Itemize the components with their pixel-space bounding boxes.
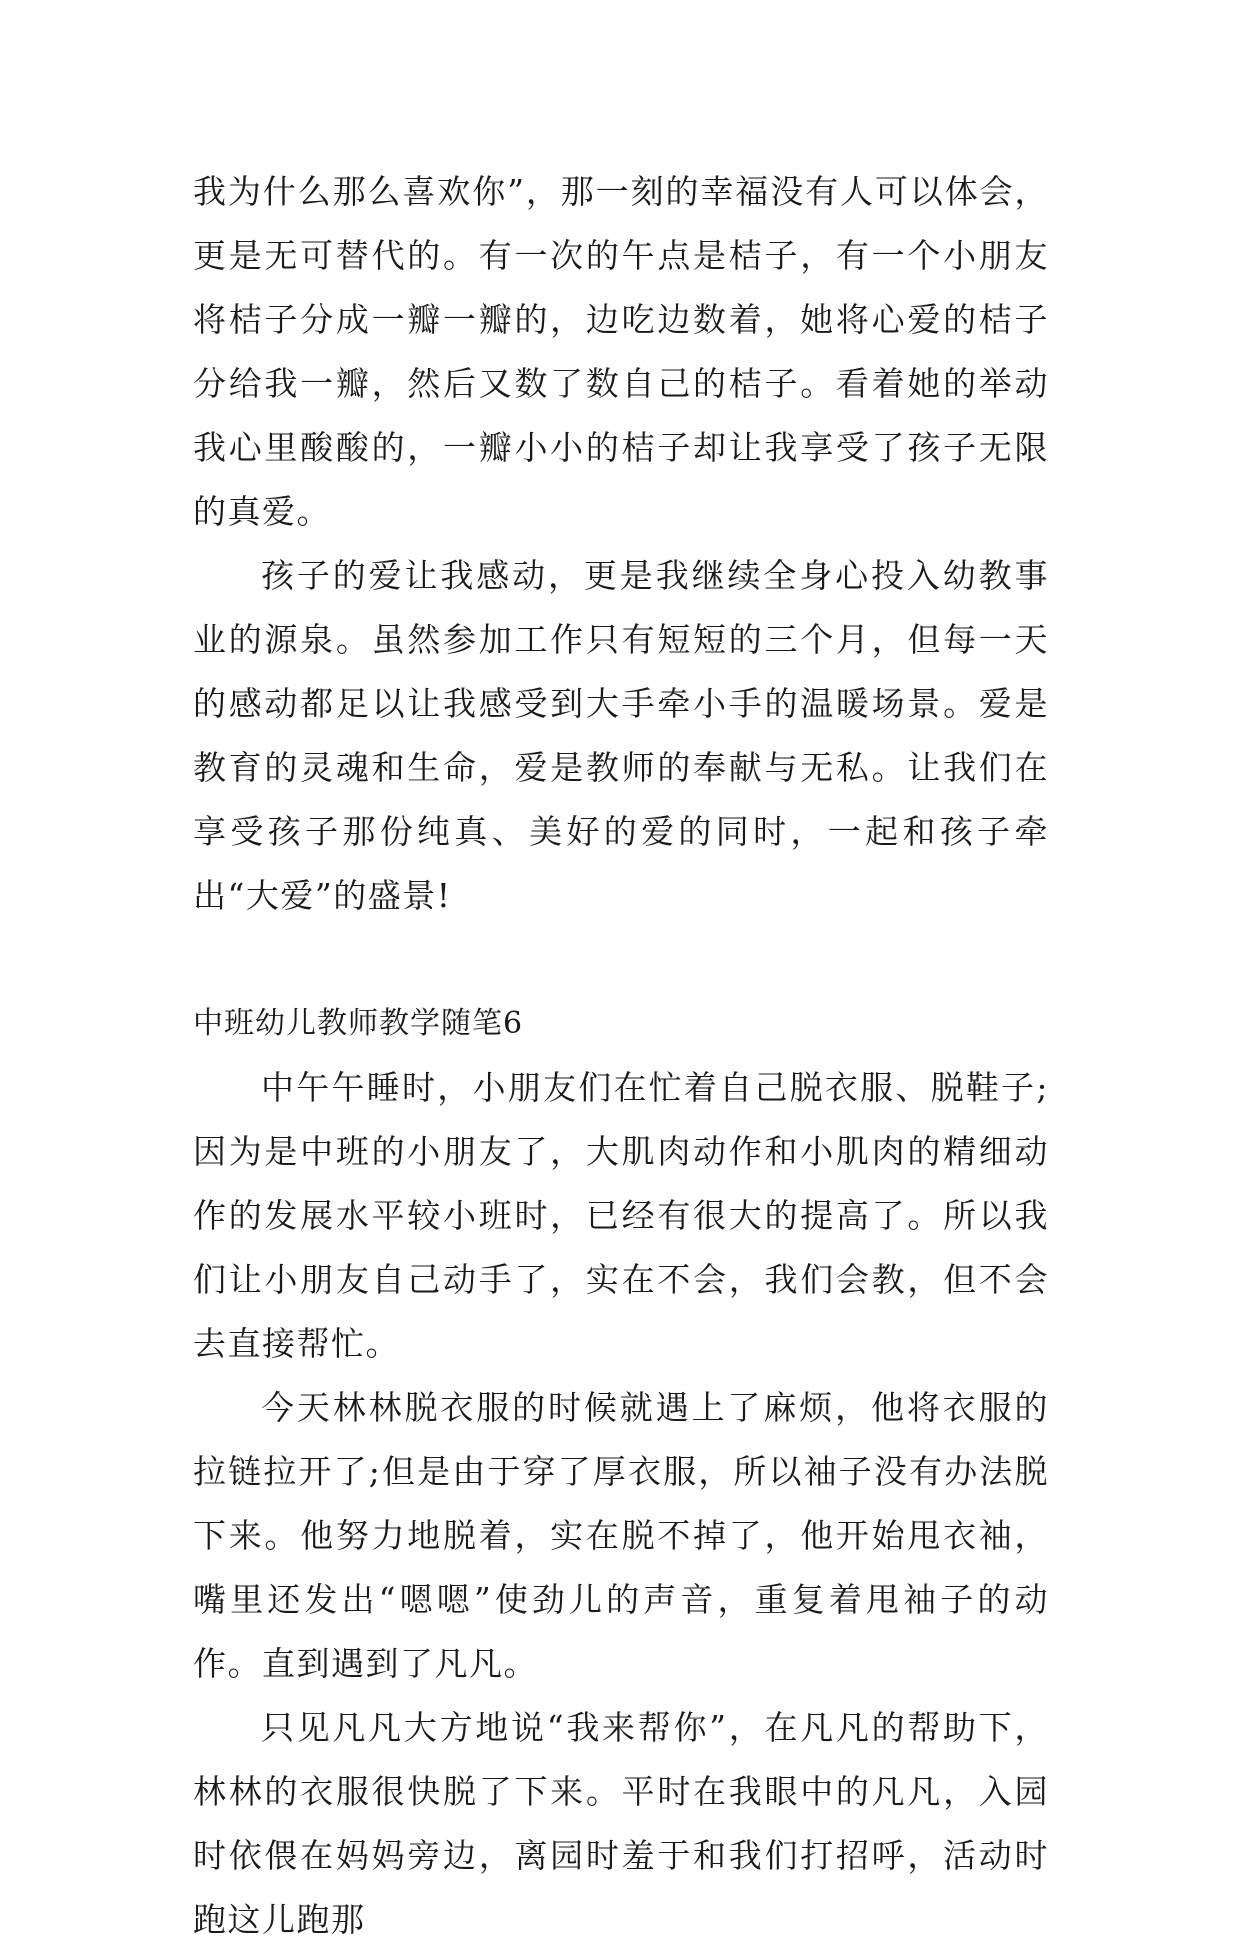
paragraph: 只见凡凡大方地说“我来帮你”，在凡凡的帮助下，林林的衣服很快脱了下来。平时在我眼中的凡凡，入园时依偎在妈妈旁边，离园时羞于和我们打招呼，活动时跑这儿跑那 <box>193 1708 1049 1939</box>
paragraph-continuation: 我为什么那么喜欢你”，那一刻的幸福没有人可以体会，更是无可替代的。有一次的午点是桔子，有一个小朋友将桔子分成一瓣一瓣的，边吃边数着，她将心爱的桔子分给我一瓣，然后又数了数自己的桔子。看着她的举动我心里酸酸的，一瓣小小的桔子却让我享受了孩子无限的真爱。 <box>193 172 1049 531</box>
section-title: 中班幼儿教师教学随笔6 <box>193 1006 524 1041</box>
paragraph: 今天林林脱衣服的时候就遇上了麻烦，他将衣服的拉链拉开了;但是由于穿了厚衣服，所以袖子没有办法脱下来。他努力地脱着，实在脱不掉了，他开始甩衣袖，嘴里还发出“嗯嗯”使劲儿的声音，重复着甩袖子的动作。直到遇到了凡凡。 <box>193 1388 1049 1683</box>
paragraph: 孩子的爱让我感动，更是我继续全身心投入幼教事业的源泉。虽然参加工作只有短短的三个月，但每一天的感动都足以让我感受到大手牵小手的温暖场景。爱是教育的灵魂和生命，爱是教师的奉献与无私。让我们在享受孩子那份纯真、美好的爱的同时，一起和孩子牵出“大爱”的盛景! <box>193 556 1049 915</box>
paragraph: 中午午睡时，小朋友们在忙着自己脱衣服、脱鞋子;因为是中班的小朋友了，大肌肉动作和小肌肉的精细动作的发展水平较小班时，已经有很大的提高了。所以我们让小朋友自己动手了，实在不会，我们会教，但不会去直接帮忙。 <box>193 1068 1049 1363</box>
document-body <box>193 160 1049 1952</box>
